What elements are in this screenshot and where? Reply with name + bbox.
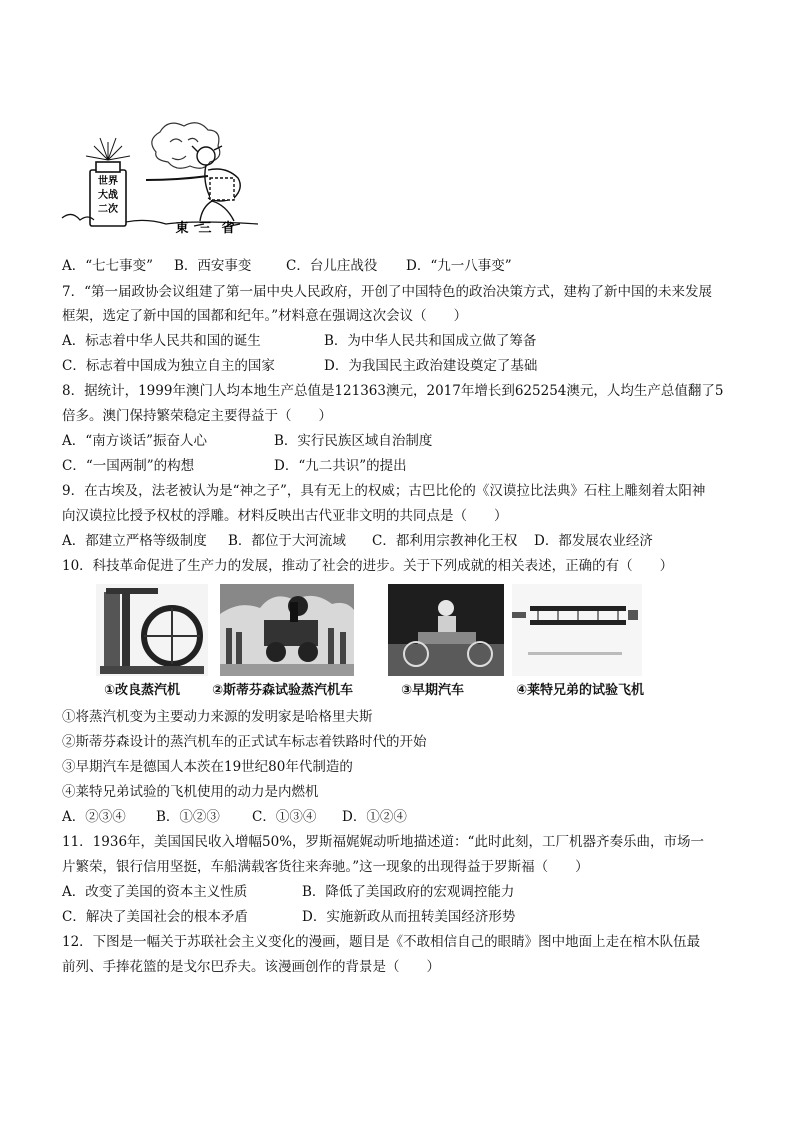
q8-stem-line-1: 8．据统计，1999年澳门人均本地生产总值是121363澳元，2017年增长到625254澳元，人均生产总值翻了5 — [62, 383, 724, 399]
q9-option-a[interactable]: A．都建立严格等级制度 — [62, 533, 207, 549]
q7-stem-line-1: 7．“第一届政协会议组建了第一届中央人民政府，开创了中国特色的政治决策方式，建构了新中国的未来发展 — [62, 284, 712, 300]
q10-statement-2: ②斯蒂芬森设计的蒸汽机车的正式试车标志着铁路时代的开始 — [62, 734, 427, 750]
steam-engine-image — [96, 584, 208, 676]
q6-option-c[interactable]: C．台儿庄战役 — [286, 258, 378, 274]
q10-option-a[interactable]: A．②③④ — [62, 809, 126, 825]
q8-option-c[interactable]: C．“一国两制”的构想 — [62, 458, 195, 474]
q12-stem-line-2: 前列、手捧花篮的是戈尔巴乔夫。该漫画创作的背景是（ ） — [62, 959, 440, 975]
q11-option-c[interactable]: C．解决了美国社会的根本矛盾 — [62, 909, 248, 925]
q10-stem: 10．科技革命促进了生产力的发展，推动了社会的进步。关于下列成就的相关表述，正确的有（ ） — [62, 558, 674, 574]
q7-option-a[interactable]: A．标志着中华人民共和国的诞生 — [62, 333, 261, 349]
q8-option-b[interactable]: B．实行民族区域自治制度 — [274, 433, 433, 449]
cartoon-illustration — [60, 122, 260, 240]
q8-option-a[interactable]: A．“南方谈话”振奋人心 — [62, 433, 208, 449]
q6-option-a[interactable]: A．“七七事变” — [62, 258, 154, 274]
soldier-figure — [146, 146, 240, 226]
q7-stem-line-2: 框架，选定了新中国的国都和纪年。”材料意在强调这次会议（ ） — [62, 308, 468, 324]
q10-caption-3: ③早期汽车 — [401, 683, 465, 698]
q7-option-c[interactable]: C．标志着中国成为独立自主的国家 — [62, 358, 275, 374]
q7-options-row-1 — [62, 332, 536, 350]
q6-option-b[interactable]: B．西安事变 — [174, 258, 252, 274]
q11-option-b[interactable]: B．降低了美国政府的宏观调控能力 — [302, 884, 515, 900]
bottle-text-1: 世界 — [98, 176, 118, 187]
q10-statement-1: ①将蒸汽机变为主要动力来源的发明家是哈格里夫斯 — [62, 709, 373, 725]
q10-option-c[interactable]: C．①③④ — [252, 809, 317, 825]
q10-caption-1: ①改良蒸汽机 — [104, 683, 181, 698]
q11-stem-line-1: 11．1936年，美国国民收入增幅50%，罗斯福娓娓动听地描述道：“此时此刻，工厂机器齐奏乐曲，市场一 — [62, 834, 704, 850]
q7-option-b[interactable]: B．为中华人民共和国成立做了筹备 — [324, 333, 537, 349]
q11-options-row-2 — [62, 908, 515, 926]
q10-statement-4: ④莱特兄弟试验的飞机使用的动力是内燃机 — [62, 784, 319, 800]
q8-option-d[interactable]: D．“九二共识”的提出 — [274, 458, 407, 474]
q9-options — [62, 532, 653, 550]
ground-text: 東三省 — [175, 221, 245, 236]
bottle-text-2: 大战 — [98, 190, 118, 201]
wright-airplane-image — [512, 584, 642, 676]
q7-option-d[interactable]: D．为我国民主政治建设奠定了基础 — [324, 358, 538, 374]
q12-stem-line-1: 12．下图是一幅关于苏联社会主义变化的漫画，题目是《不敢相信自己的眼睛》图中地面上走在棺木队伍最 — [62, 934, 701, 950]
q10-option-d[interactable]: D．①②④ — [342, 809, 407, 825]
q11-option-d[interactable]: D．实施新政从而扭转美国经济形势 — [302, 909, 516, 925]
q10-caption-2: ②斯蒂芬森试验蒸汽机车 — [212, 683, 354, 698]
q10-option-b[interactable]: B．①②③ — [156, 809, 220, 825]
q9-option-d[interactable]: D．都发展农业经济 — [534, 533, 653, 549]
q6-option-d[interactable]: D．“九一八事变” — [406, 258, 512, 274]
q9-option-b[interactable]: B．都位于大河流域 — [228, 533, 346, 549]
q10-statement-3: ③早期汽车是德国人本茨在19世纪80年代制造的 — [62, 759, 353, 775]
q8-stem-line-2: 倍多。澳门保持繁荣稳定主要得益于（ ） — [62, 408, 332, 424]
q9-option-c[interactable]: C．都利用宗教神化王权 — [372, 533, 518, 549]
q10-caption-4: ④莱特兄弟的试验飞机 — [516, 683, 645, 698]
q11-options-row-1 — [62, 883, 514, 901]
q10-options — [62, 808, 407, 826]
steam-locomotive-image — [220, 584, 354, 676]
q11-option-a[interactable]: A．改变了美国的资本主义性质 — [62, 884, 248, 900]
bottle-text-3: 二次 — [98, 204, 118, 215]
q11-stem-line-2: 片繁荣，银行信用坚挺，车船满载客货往来奔驰。”这一现象的出现得益于罗斯福（ ） — [62, 859, 589, 875]
smoke-cloud — [152, 123, 220, 168]
q7-options-row-2 — [62, 357, 537, 375]
q8-options-row-2 — [62, 457, 407, 475]
q8-options-row-1 — [62, 432, 432, 450]
spark-lines — [86, 138, 130, 160]
q9-stem-line-2: 向汉谟拉比授予权杖的浮雕。材料反映出古代亚非文明的共同点是（ ） — [62, 508, 508, 524]
q6-options — [62, 257, 512, 275]
q9-stem-line-1: 9．在古埃及，法老被认为是“神之子”，具有无上的权威；古巴比伦的《汉谟拉比法典》石柱上雕刻着太阳神 — [62, 483, 706, 499]
early-car-image — [388, 584, 504, 676]
